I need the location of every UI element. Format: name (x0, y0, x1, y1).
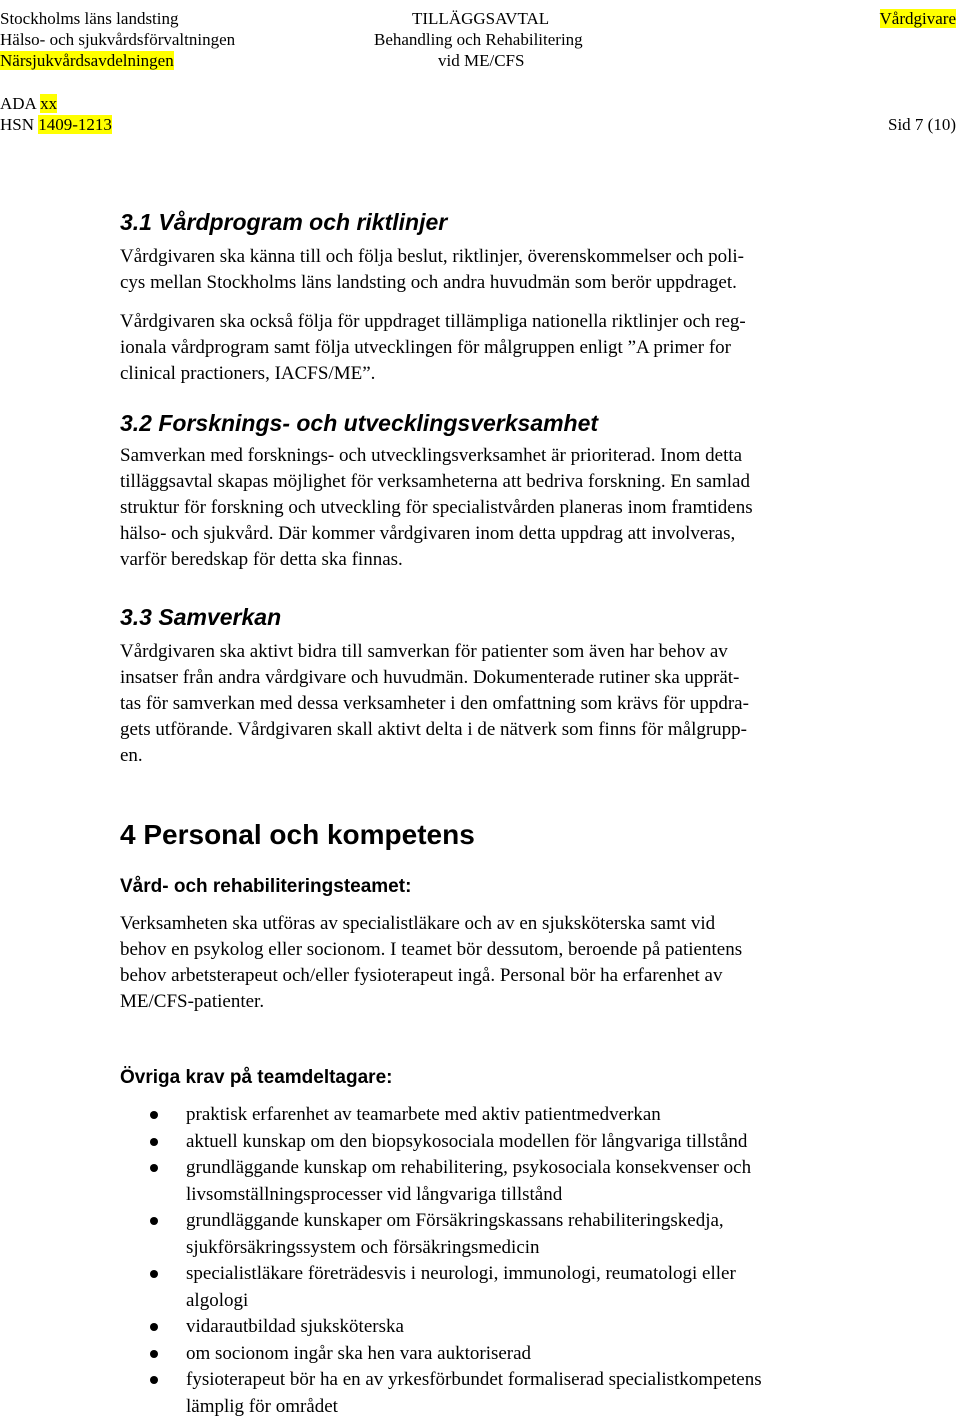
hsn-value: 1409-1213 (38, 115, 112, 134)
page-number: Sid 7 (10) (888, 115, 956, 134)
bullet-icon (150, 1323, 158, 1331)
text-line: Vårdgivaren ska också följa för uppdraget tillämpliga nationella riktlinjer och reg- (120, 311, 746, 332)
header-hsn (0, 114, 112, 135)
text-line: sjukförsäkringssystem och försäkringsmedicin (186, 1236, 540, 1258)
text-line: algologi (186, 1289, 249, 1311)
text-line: grundläggande kunskaper om Försäkringskassans rehabiliteringskedja, (186, 1210, 724, 1231)
text-line: ME/CFS-patienter. (120, 991, 265, 1012)
text-line: tas för samverkan med dessa verksamheter i den omfattning som krävs för uppdra- (120, 693, 749, 714)
text-line: grundläggande kunskap om rehabilitering, psykosociala konsekvenser och (186, 1157, 752, 1178)
list-item (150, 1314, 762, 1341)
list-item (150, 1261, 762, 1314)
text-line: en. (120, 745, 143, 766)
hsn-label: HSN (0, 115, 35, 134)
requirements-title: Övriga krav på teamdeltagare: (120, 1067, 393, 1088)
text-line: lämplig för området (186, 1395, 338, 1417)
section-3-1-title: 3.1 Vårdprogram och riktlinjer (120, 209, 448, 235)
ada-label: ADA (0, 94, 36, 113)
text-line: clinical practioners, IACFS/ME”. (120, 363, 376, 384)
bullet-icon (150, 1350, 158, 1358)
bullet-icon (150, 1111, 158, 1119)
team-para (120, 911, 840, 1015)
text-line: gets utförande. Vårdgivaren skall aktivt delta i de nätverk som finns för målgrupp- (120, 719, 747, 740)
list-item (150, 1208, 762, 1261)
text-line: behov en psykolog eller socionom. I teamet bör dessutom, beroende på patientens (120, 939, 743, 960)
section-3-3-title: 3.3 Samverkan (120, 604, 282, 630)
list-item (150, 1155, 762, 1208)
text-line: praktisk erfarenhet av teamarbete med aktiv patientmedverkan (186, 1104, 661, 1125)
team-title: Vård- och rehabiliteringsteamet: (120, 876, 412, 897)
header-party-wrap (880, 8, 956, 29)
text-line: insatser från andra vårdgivare och huvudmän. Dokumenterade rutiner ska upprät- (120, 667, 740, 688)
header-ada (0, 93, 57, 114)
text-line: tilläggsavtal skapas möjlighet för verksamheterna att bedriva forskning. En samlad (120, 471, 750, 492)
text-line: aktuell kunskap om den biopsykosociala modellen för långvariga tillstånd (186, 1130, 748, 1152)
section-3-2-para (120, 443, 840, 573)
text-line: cys mellan Stockholms läns landsting och andra huvudmän som berör uppdraget. (120, 272, 737, 293)
list-item (150, 1341, 762, 1368)
text-line: varför beredskap för detta ska finnas. (120, 549, 403, 570)
section-3-3-para (120, 639, 840, 769)
text-line: Vårdgivaren ska aktivt bidra till samverkan för patienter som även har behov av (120, 641, 728, 662)
bullet-icon (150, 1270, 158, 1278)
list-item (150, 1102, 762, 1129)
text-line: ionala vårdprogram samt följa utvecklingen för målgruppen enligt ”A primer for (120, 337, 731, 358)
header-org: Stockholms läns landsting (0, 9, 179, 28)
header-dept: Närsjukvårdsavdelningen (0, 51, 174, 70)
bullet-icon (150, 1164, 158, 1172)
bullet-icon (150, 1217, 158, 1225)
section-3-2-title: 3.2 Forsknings- och utvecklingsverksamhet (120, 410, 599, 436)
header-doc-type: TILLÄGGSAVTAL (412, 9, 550, 28)
section-3-1-para-2 (120, 309, 840, 387)
header-subject-2: vid ME/CFS (438, 51, 525, 70)
section-4-title: 4 Personal och kompetens (120, 819, 475, 850)
text-line: om socionom ingår ska hen vara auktoriserad (186, 1342, 532, 1364)
text-line: struktur för forskning och utveckling för specialistvården planeras inom framtidens (120, 497, 753, 518)
text-line: hälso- och sjukvård. Där kommer vårdgivaren inom detta uppdrag att involveras, (120, 523, 736, 544)
bullet-icon (150, 1376, 158, 1384)
header-dept-wrap (0, 50, 174, 71)
header-admin: Hälso- och sjukvårdsförvaltningen (0, 30, 236, 49)
text-line: specialistläkare företrädesvis i neurologi, immunologi, reumatologi eller (186, 1263, 736, 1284)
text-line: Verksamheten ska utföras av specialistläkare och av en sjuksköterska samt vid (120, 913, 716, 934)
text-line: Vårdgivaren ska känna till och följa beslut, riktlinjer, överenskommelser och poli- (120, 246, 744, 267)
text-line: behov arbetsterapeut och/eller fysioterapeut ingå. Personal bör ha erfarenhet av (120, 965, 723, 986)
text-line: Samverkan med forsknings- och utvecklingsverksamhet är prioriterad. Inom detta (120, 445, 743, 466)
list-item (150, 1129, 762, 1156)
header-subject-1: Behandling och Rehabilitering (374, 30, 583, 49)
requirements-list (150, 1102, 762, 1420)
list-item (150, 1367, 762, 1420)
text-line: fysioterapeut bör ha en av yrkesförbundet formaliserad specialistkompetens (186, 1369, 762, 1390)
header-party: Vårdgivare (879, 9, 956, 28)
text-line: vidarautbildad sjuksköterska (186, 1316, 404, 1337)
bullet-icon (150, 1138, 158, 1146)
section-3-1-para-1 (120, 244, 840, 296)
text-line: livsomställningsprocesser vid långvariga tillstånd (186, 1183, 563, 1205)
ada-value: xx (40, 94, 58, 113)
